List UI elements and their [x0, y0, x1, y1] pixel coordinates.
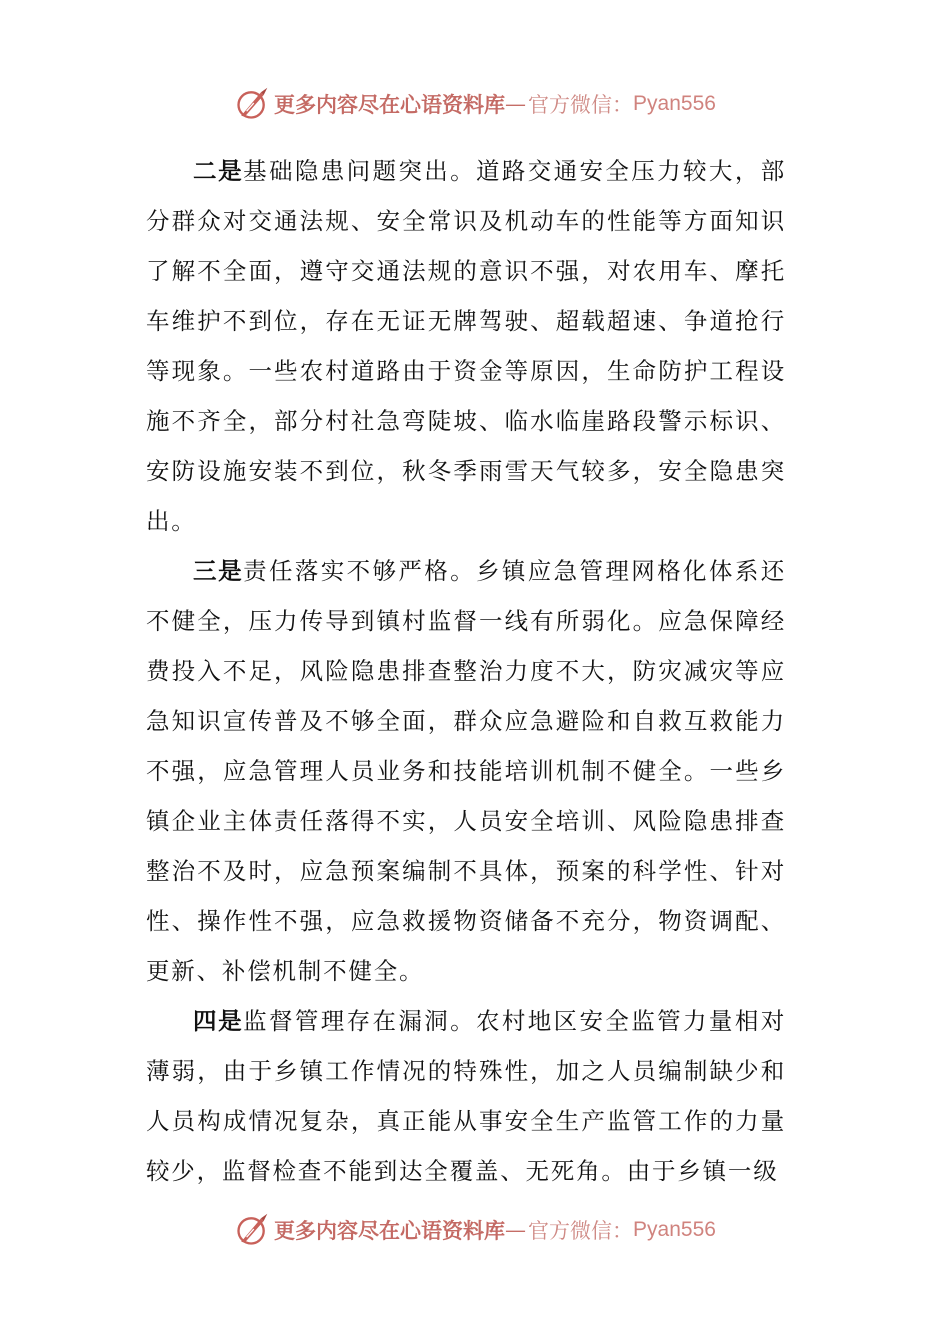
paragraph-lead: 二是 [193, 157, 244, 185]
paragraph-lead: 三是 [193, 557, 244, 585]
paragraph-text: 监督管理存在漏洞。农村地区安全监管力量相对薄弱，由于乡镇工作情况的特殊性，加之人员编制缺少和人员构成情况复杂，真正能从事安全生产监管工作的力量较少，监督检查不能到达全覆盖、无死角。由于乡镇一级 [146, 1007, 786, 1185]
header-wechat-label: 官方微信： [528, 93, 634, 117]
paragraph-lead: 四是 [193, 1007, 244, 1035]
footer-wechat-id: Pyan556 [633, 1218, 716, 1241]
footer-wechat-label: 官方微信： [528, 1219, 634, 1243]
header-watermark [0, 84, 950, 124]
quill-logo-icon [234, 1212, 270, 1248]
header-dash: — [505, 92, 527, 116]
paragraph-text: 责任落实不够严格。乡镇应急管理网格化体系还不健全，压力传导到镇村监督一线有所弱化。应急保障经费投入不足，风险隐患排查整治力度不大，防灾减灾等应急知识宣传普及不够全面，群众应急避险和自救互救能力不强，应急管理人员业务和技能培训机制不健全。一些乡镇企业主体责任落得不实，人员安全培训、风险隐患排查整治不及时，应急预案编制不具体，预案的科学性、针对性、操作性不强，应急救援物资储备不充分，物资调配、更新、补偿机制不健全。 [146, 557, 786, 985]
footer-brand-text: 更多内容尽在心语资料库 [274, 1218, 506, 1243]
header-wechat-id: Pyan556 [633, 92, 716, 115]
header-brand-text: 更多内容尽在心语资料库 [274, 92, 506, 117]
paragraph-4 [146, 996, 786, 1196]
document-body [146, 146, 786, 1196]
footer-watermark [0, 1210, 950, 1250]
paragraph-2 [146, 146, 786, 546]
quill-logo-icon [234, 86, 270, 122]
paragraph-text: 基础隐患问题突出。道路交通安全压力较大，部分群众对交通法规、安全常识及机动车的性能等方面知识了解不全面，遵守交通法规的意识不强，对农用车、摩托车维护不到位，存在无证无牌驾驶、超载超速、争道抢行等现象。一些农村道路由于资金等原因，生命防护工程设施不齐全，部分村社急弯陡坡、临水临崖路段警示标识、安防设施安装不到位，秋冬季雨雪天气较多，安全隐患突出。 [146, 157, 786, 535]
paragraph-3 [146, 546, 786, 996]
footer-dash: — [505, 1218, 527, 1242]
